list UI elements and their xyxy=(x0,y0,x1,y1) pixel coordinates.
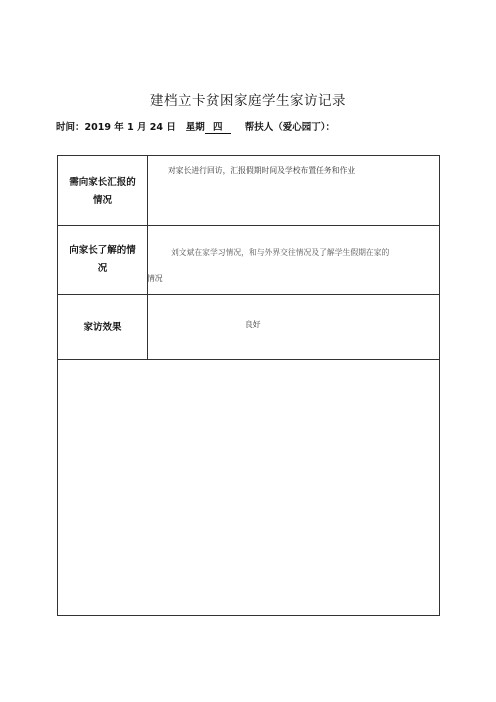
row-label-inquiry-line2: 况 xyxy=(97,263,108,274)
weekday-label: 星期 xyxy=(185,122,205,133)
row-label-report xyxy=(58,174,147,210)
row-content-effect: 良好 xyxy=(245,320,261,329)
row-label-inquiry xyxy=(58,242,147,278)
visit-date: 2019 年 1 月 24 日 xyxy=(84,122,176,133)
helper-label: 帮扶人（爱心园丁）： xyxy=(244,122,336,133)
weekday-value: 四 xyxy=(205,119,231,134)
visit-record-table xyxy=(57,155,440,616)
table-row-report xyxy=(58,156,439,226)
table-row-inquiry xyxy=(58,226,439,295)
row-label-effect: 家访效果 xyxy=(83,322,122,333)
table-row-effect xyxy=(58,295,439,360)
row-content-inquiry-line2: 情况 xyxy=(147,274,163,283)
row-content-inquiry-line1: 刘文斌在家学习情况，和与外界交往情况及了解学生假期在家的 xyxy=(171,248,390,257)
visit-meta-line xyxy=(56,119,335,134)
row-label-report-line2: 情况 xyxy=(92,195,112,206)
row-label-inquiry-line1: 向家长了解的情 xyxy=(69,245,136,256)
time-label: 时间： xyxy=(56,122,85,133)
row-content-report: 对家长进行回访，汇报假期时间及学校布置任务和作业 xyxy=(168,166,356,175)
page-title: 建档立卡贫困家庭学生家访记录 xyxy=(150,93,346,109)
row-label-report-line1: 需向家长汇报的 xyxy=(69,177,136,188)
